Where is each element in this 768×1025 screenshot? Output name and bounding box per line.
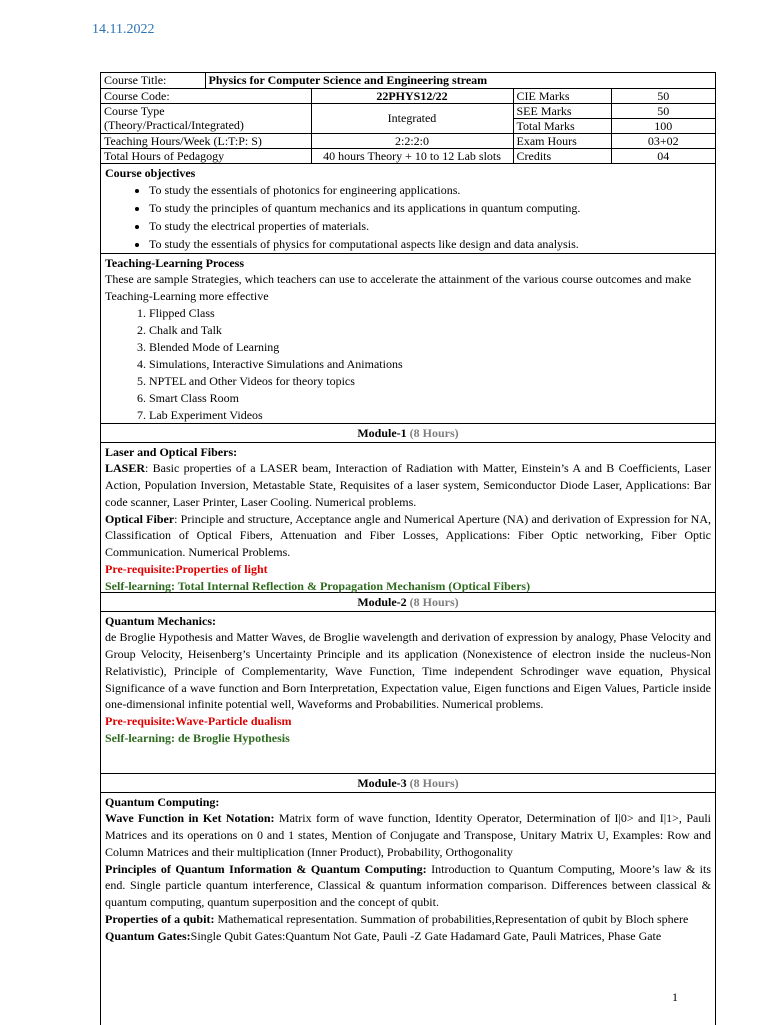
- objective-item: • To study the electrical properties of materials.: [149, 217, 711, 235]
- module-3-header: [101, 774, 715, 793]
- ket-notation-description: Matrix form of wave function, Identity Operator, Determination of I|0> and I|1>, Pauli Matrices and its operations on 0 and 1 states, Mention of Conjugate and Transpose, Unitary Matrix U, Examples: Row and Column Matrices and their multiplication (Inner Product), Probability, Orthogonality: [105, 811, 711, 859]
- teaching-method-item: 2. Chalk and Talk: [149, 322, 711, 339]
- objective-item: • To study the essentials of photonics for engineering applications.: [149, 181, 711, 199]
- module-2-label: Module-2: [357, 594, 407, 609]
- module-1-hours: (8 Hours): [409, 425, 459, 440]
- total-marks-label: Total Marks: [513, 118, 611, 133]
- quantum-principles-term: Principles of Quantum Information & Quantum Computing:: [105, 861, 427, 876]
- course-title-value: Physics for Computer Science and Engineering stream: [205, 73, 715, 88]
- course-objectives-heading: Course objectives: [105, 165, 196, 180]
- course-objectives-section: [101, 164, 715, 254]
- laser-term: LASER: [105, 461, 146, 476]
- course-code-label: Course Code:: [101, 88, 311, 103]
- course-type-label-line2: (Theory/Practical/Integrated): [104, 118, 244, 132]
- teaching-method-item: 7. Lab Experiment Videos: [149, 407, 711, 424]
- module-2-self-learning: Self-learning: de Broglie Hypothesis: [105, 731, 290, 746]
- page-number: 1: [672, 990, 678, 1004]
- teaching-method-item: 6. Smart Class Room: [149, 390, 711, 407]
- teaching-hours-value: 2:2:2:0: [311, 133, 513, 148]
- quantum-principles-description: Introduction to Quantum Computing, Moore’s law & its end. Single particle quantum interference, Classical & quantum information comparison. Differences between classical & quantum computing, quantum superposition and the concept of qubit.: [105, 861, 711, 910]
- cie-marks-label: CIE Marks: [513, 88, 611, 103]
- course-type-label: [101, 103, 311, 133]
- teaching-learning-intro: These are sample Strategies, which teachers can use to accelerate the attainment of the various course outcomes and make Teaching-Learning more effective: [105, 272, 692, 304]
- course-code-value: 22PHYS12/22: [311, 88, 513, 103]
- module-2-prerequisite: Pre-requisite:Wave-Particle dualism: [105, 714, 292, 729]
- see-marks-label: SEE Marks: [513, 103, 611, 118]
- module-3-label: Module-3: [357, 775, 407, 790]
- teaching-method-item: 4. Simulations, Interactive Simulations and Animations: [149, 356, 711, 373]
- teaching-method-item: 5. NPTEL and Other Videos for theory topics: [149, 373, 711, 390]
- teaching-method-item: 3. Blended Mode of Learning: [149, 339, 711, 356]
- exam-hours-value: 03+02: [611, 133, 715, 148]
- module-1-label: Module-1: [357, 425, 407, 440]
- module-3-hours: (8 Hours): [409, 775, 459, 790]
- course-type-value: Integrated: [311, 103, 513, 133]
- credits-label: Credits: [513, 148, 611, 163]
- exam-hours-label: Exam Hours: [513, 133, 611, 148]
- objective-item: • To study the principles of quantum mechanics and its applications in quantum computing.: [149, 199, 711, 217]
- module-2-header: [101, 593, 715, 612]
- module-1-content: [101, 443, 715, 593]
- pedagogy-hours-value: 40 hours Theory + 10 to 12 Lab slots: [311, 148, 513, 163]
- optical-fiber-description: : Principle and structure, Acceptance angle and Numerical Aperture (NA) and derivation of Expression for NA, Classification of Optical Fibers, Attenuation and Fiber Losses, Applications: Fiber Optic networking, Fiber Optic Communication. Numerical Problems.: [105, 511, 711, 560]
- module-1-header: [101, 424, 715, 443]
- course-title-label: Course Title:: [101, 73, 205, 88]
- cie-marks-value: 50: [611, 88, 715, 103]
- module-2-title: Quantum Mechanics:: [105, 613, 216, 628]
- quantum-gates-description: Single Qubit Gates:Quantum Not Gate, Pauli -Z Gate Hadamard Gate, Pauli Matrices, Phase Gate: [190, 928, 662, 943]
- total-marks-value: 100: [611, 118, 715, 133]
- qubit-properties-description: Mathematical representation. Summation of probabilities,Representation of qubit by Bloch sphere: [214, 912, 689, 927]
- qubit-properties-term: Properties of a qubit:: [105, 912, 215, 927]
- syllabus-frame: [100, 72, 716, 1025]
- document-date: 14.11.2022: [92, 22, 155, 37]
- teaching-method-item: 1. Flipped Class: [149, 305, 711, 322]
- module-3-title: Quantum Computing:: [105, 794, 220, 809]
- see-marks-value: 50: [611, 103, 715, 118]
- module-2-description: de Broglie Hypothesis and Matter Waves, de Broglie wavelength and derivation of expression by analogy, Phase Velocity and Group Velocity, Heisenberg’s Uncertainty Principle and its application (Nonexistence of electron inside the nucleus-Non Relativistic), Principle of Complementarity, Wave Function, Time independent Schrodinger wave equation, Physical Significance of a wave function and Born Interpretation, Expectation value, Eigen functions and Eigen Values, Particle inside one-dimensional infinite potential well, Waveforms and Probabilities. Numerical problems.: [105, 630, 711, 712]
- module-2-content: [101, 612, 715, 774]
- module-1-title: Laser and Optical Fibers:: [105, 444, 238, 459]
- quantum-gates-term: Quantum Gates:: [105, 928, 191, 943]
- ket-notation-term: Wave Function in Ket Notation:: [105, 811, 275, 826]
- module-1-prerequisite: Pre-requisite:Properties of light: [105, 562, 268, 577]
- module-1-self-learning: Self-learning: Total Internal Reflection & Propagation Mechanism (Optical Fibers): [105, 578, 531, 593]
- teaching-learning-section: [101, 254, 715, 424]
- laser-description: : Basic properties of a LASER beam, Interaction of Radiation with Matter, Einstein’s A and B Coefficients, Laser Action, Population Inversion, Metastable State, Requisites of a laser system, Semiconductor Diode Laser, Applications: Bar code scanner, Laser Printer, Laser Cooling. Numerical problems.: [105, 461, 711, 509]
- objective-item: • To study the essentials of physics for computational aspects like design and data analysis.: [149, 235, 711, 253]
- course-objectives-list: [105, 181, 711, 253]
- course-type-label-line1: Course Type: [104, 104, 165, 118]
- module-2-hours: (8 Hours): [409, 594, 459, 609]
- optical-fiber-term: Optical Fiber: [105, 511, 175, 526]
- teaching-learning-heading: Teaching-Learning Process: [105, 255, 245, 270]
- teaching-learning-list: [105, 305, 711, 424]
- pedagogy-hours-label: Total Hours of Pedagogy: [101, 148, 311, 163]
- course-info-table: [101, 73, 715, 164]
- teaching-hours-label: Teaching Hours/Week (L:T:P: S): [101, 133, 311, 148]
- module-3-content: [101, 793, 715, 947]
- credits-value: 04: [611, 148, 715, 163]
